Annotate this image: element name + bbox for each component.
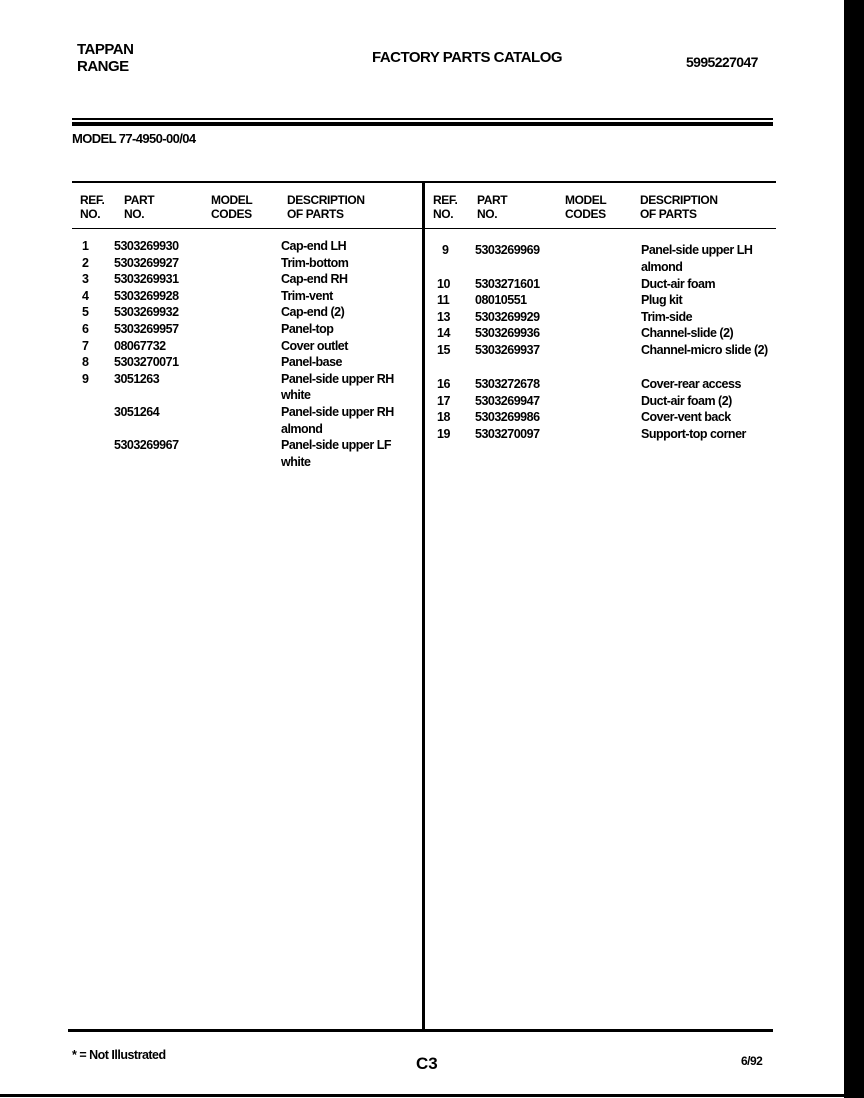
description: Panel-top [281, 322, 334, 336]
part-no: 5303269947 [475, 393, 540, 408]
description: Cover-rear access [641, 377, 741, 391]
ref-no: 7 [82, 338, 89, 353]
description: Channel-slide (2) [641, 326, 734, 341]
right-header-desc [640, 193, 718, 221]
description: Duct-air foam (2) [641, 393, 732, 408]
brand-line-2: RANGE [77, 58, 129, 75]
model-number: MODEL 77-4950-00/04 [72, 131, 196, 146]
part-no: 5303270071 [114, 355, 179, 370]
ref-no: 14 [437, 326, 450, 341]
part-no: 5303269937 [475, 342, 540, 357]
ref-no: 11 [437, 293, 450, 308]
header-rule-thin [72, 118, 773, 120]
left-header-ref [80, 193, 104, 221]
part-no: 5303269936 [475, 326, 540, 341]
description: Panel-base [281, 355, 343, 370]
scan-border-bottom [0, 1094, 844, 1097]
description: Cap-end (2) [281, 305, 345, 320]
ref-no: 18 [437, 410, 450, 425]
part-no: 5303269969 [475, 243, 540, 257]
part-no: 5303269929 [475, 309, 540, 324]
part-no: 5303272678 [475, 377, 540, 391]
header-rule-thick [72, 122, 773, 126]
right-header-model [565, 193, 606, 221]
ref-no: 13 [437, 309, 450, 324]
revision-date: 6/92 [741, 1054, 763, 1068]
header-text: NO. [477, 207, 498, 221]
description: Cap-end RH [281, 272, 348, 287]
part-no: 5303269957 [114, 322, 179, 336]
part-no: 5303269927 [114, 255, 179, 270]
part-no: 5303269930 [114, 239, 179, 253]
description: Cap-end LH [281, 239, 347, 253]
ref-no: 3 [82, 272, 89, 287]
part-no: 08010551 [475, 293, 527, 308]
brand [77, 41, 133, 75]
footnote-not-illustrated: * = Not Illustrated [72, 1048, 166, 1062]
part-no: 5303269928 [114, 288, 179, 303]
header-text: MODEL [565, 193, 607, 207]
ref-no: 15 [437, 342, 450, 357]
description: Support-top corner [641, 426, 746, 441]
header-text: PART [124, 193, 155, 207]
catalog-title: FACTORY PARTS CATALOG [372, 49, 563, 66]
right-header-part [477, 193, 507, 221]
description: Duct-air foam [641, 276, 716, 291]
ref-no: 10 [437, 276, 450, 291]
part-no: 5303271601 [475, 276, 540, 291]
brand-line-1: TAPPAN [77, 41, 134, 58]
header-text: NO. [80, 207, 101, 221]
ref-no: 9 [82, 371, 89, 386]
part-no: 5303269986 [475, 410, 540, 425]
header-text: PART [477, 193, 508, 207]
description: Trim-bottom [281, 255, 349, 270]
table-bottom-rule [68, 1029, 773, 1032]
description: Trim-vent [281, 288, 333, 303]
left-header-desc [287, 193, 365, 221]
ref-no: 17 [437, 393, 450, 408]
part-no: 5303270097 [475, 426, 540, 441]
ref-no: 2 [82, 255, 89, 270]
header-text: OF PARTS [287, 207, 344, 221]
description: Panel-side upper RH almond [281, 405, 394, 436]
scan-border-right [844, 0, 864, 1098]
part-no: 3051263 [114, 371, 160, 386]
ref-no: 4 [82, 288, 89, 303]
description: Channel-micro slide (2) [641, 342, 768, 357]
header-text: CODES [565, 207, 606, 221]
ref-no: 9 [442, 243, 449, 257]
left-header-model [211, 193, 252, 221]
description: Trim-side [641, 309, 693, 324]
header-text: DESCRIPTION [640, 193, 718, 207]
description: Panel-side upper LH almond [641, 243, 753, 274]
header-text: OF PARTS [640, 207, 697, 221]
header-text: CODES [211, 207, 252, 221]
left-header-part [124, 193, 154, 221]
header-text: DESCRIPTION [287, 193, 365, 207]
header-text: REF. [80, 193, 105, 207]
header-text: MODEL [211, 193, 253, 207]
part-no: 08067732 [114, 338, 166, 353]
right-header-ref [433, 193, 457, 221]
ref-no: 8 [82, 355, 89, 370]
description: Panel-side upper LF white [281, 438, 391, 469]
page-number: C3 [416, 1054, 438, 1073]
header-text: NO. [124, 207, 145, 221]
description: Cover-vent back [641, 410, 731, 425]
ref-no: 5 [82, 305, 89, 320]
description: Cover outlet [281, 338, 348, 353]
header-text: REF. [433, 193, 458, 207]
part-no: 5303269967 [114, 438, 179, 453]
header-text: NO. [433, 207, 454, 221]
part-no: 5303269931 [114, 272, 179, 287]
ref-no: 1 [82, 239, 89, 253]
catalog-number: 5995227047 [686, 54, 758, 70]
part-no: 5303269932 [114, 305, 179, 320]
ref-no: 19 [437, 426, 450, 441]
description: Plug kit [641, 293, 683, 308]
column-divider [422, 181, 425, 1031]
description: Panel-side upper RH white [281, 371, 394, 403]
ref-no: 16 [437, 377, 450, 391]
ref-no: 6 [82, 322, 89, 336]
part-no: 3051264 [114, 405, 160, 419]
